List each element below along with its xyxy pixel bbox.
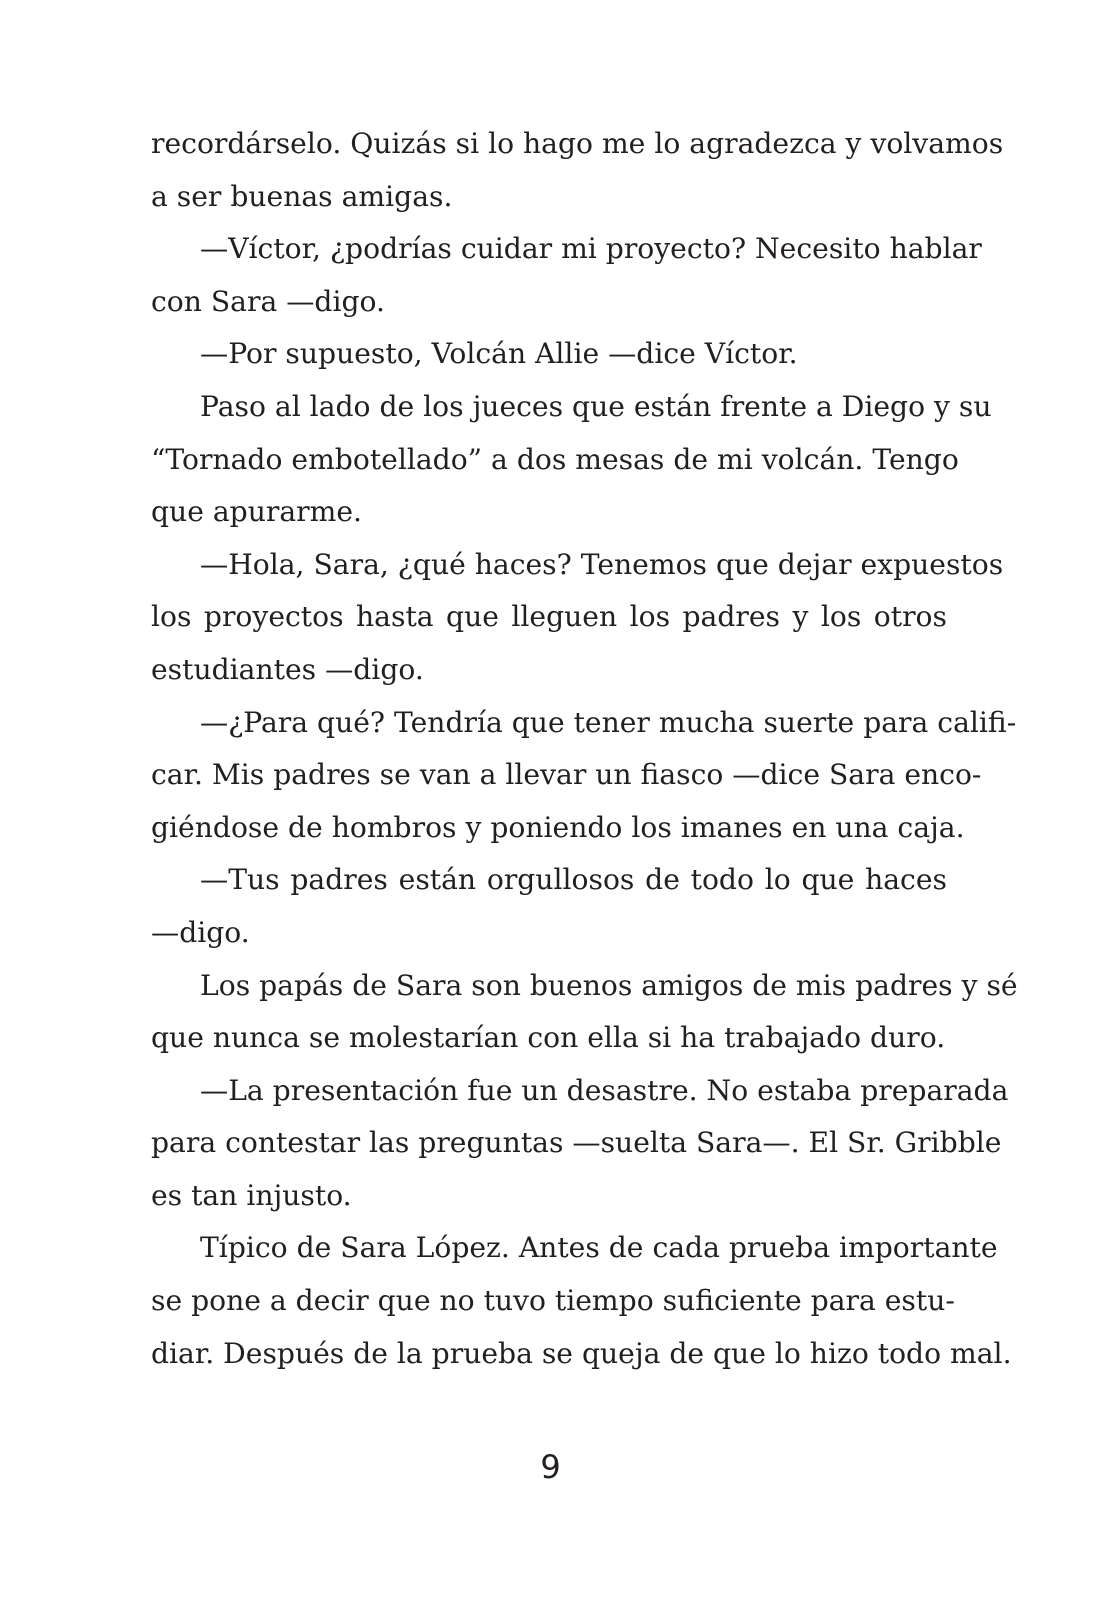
body-text [151, 118, 1018, 1380]
text-line: estudiantes —digo. [151, 652, 424, 686]
text-line: con Sara —digo. [151, 284, 385, 318]
text-line: a ser buenas amigas. [151, 179, 453, 213]
page-number: 9 [540, 1448, 561, 1486]
text-line: —Tus padres están orgullosos de todo lo que haces [200, 863, 947, 897]
text-line: car. Mis padres se van a llevar un fiasco —dice Sara enco- [151, 758, 982, 792]
text-line: es tan injusto. [151, 1178, 352, 1212]
text-line: —digo. [151, 915, 250, 949]
text-line: —Por supuesto, Volcán Allie —dice Víctor. [200, 337, 798, 371]
text-line: —Hola, Sara, ¿qué haces? Tenemos que dejar expuestos [200, 547, 1004, 581]
text-line: Los papás de Sara son buenos amigos de mis padres y sé [200, 968, 1018, 1002]
text-line: para contestar las preguntas —suelta Sara—. El Sr. Gribble [151, 1126, 1002, 1160]
text-line: que apurarme. [151, 495, 362, 529]
text-line: —¿Para qué? Tendría que tener mucha suerte para califi- [200, 705, 1017, 739]
text-line: que nunca se molestarían con ella si ha trabajado duro. [151, 1021, 946, 1055]
text-line: Paso al lado de los jueces que están frente a Diego y su [200, 389, 992, 423]
text-line: recordárselo. Quizás si lo hago me lo agradezca y volvamos [151, 127, 1004, 160]
text-line: se pone a decir que no tuvo tiempo suficiente para estu- [151, 1284, 955, 1318]
text-line: “Tornado embotellado” a dos mesas de mi volcán. Tengo [151, 442, 959, 476]
text-line: —La presentación fue un desastre. No estaba preparada [200, 1073, 1009, 1107]
text-line: —Víctor, ¿podrías cuidar mi proyecto? Necesito hablar [200, 232, 982, 266]
text-line: Típico de Sara López. Antes de cada prueba importante [200, 1231, 998, 1265]
text-line: giéndose de hombros y poniendo los imanes en una caja. [151, 810, 965, 844]
text-line: los proyectos hasta que lleguen los padres y los otros [151, 600, 947, 634]
text-line: diar. Después de la prueba se queja de que lo hizo todo mal. [151, 1336, 1012, 1370]
